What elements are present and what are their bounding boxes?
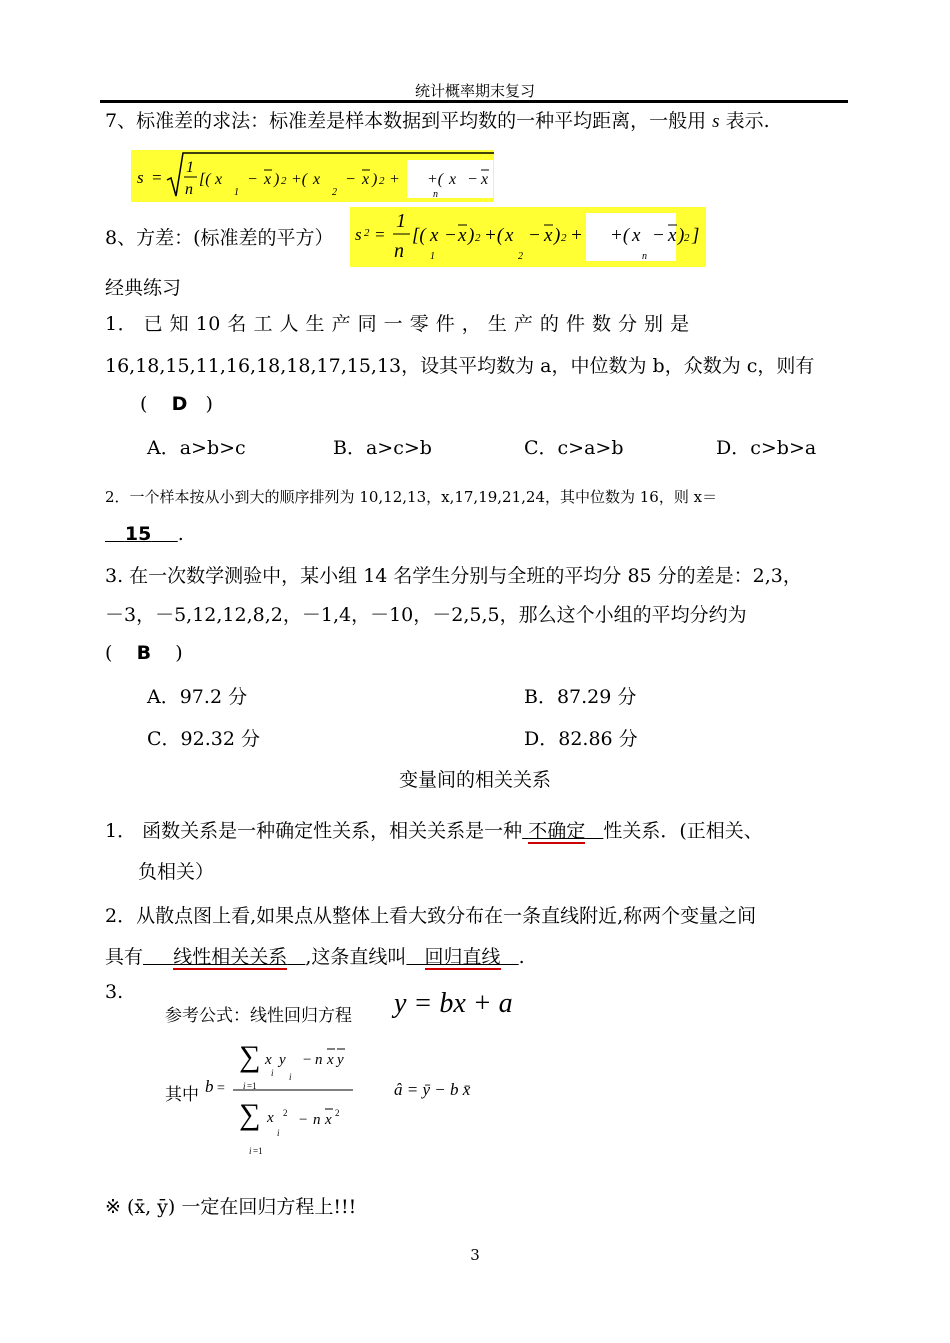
svg-text:x: x — [264, 171, 272, 188]
mean-point-note: ※ (x̄, ȳ) 一定在回归方程上!!! — [105, 1196, 357, 1218]
svg-text:=: = — [151, 168, 163, 187]
svg-text:): ) — [678, 225, 685, 246]
q1-option-c: C．c>a>b — [524, 437, 624, 459]
svg-text:−: − — [299, 1112, 308, 1128]
svg-text:x: x — [215, 171, 223, 188]
c1-line1: 1． 函数关系是一种确定性关系，相关关系是一种 不确定 性关系．(正相关、 — [105, 820, 763, 842]
svg-text:[(: [( — [412, 225, 426, 246]
svg-text:y: y — [279, 1052, 286, 1068]
svg-text:+(: +( — [484, 225, 504, 246]
svg-text:[(: [( — [199, 171, 211, 188]
svg-text:2: 2 — [684, 232, 690, 244]
svg-text:x: x — [267, 1110, 274, 1126]
regression-equation: y = bx + a — [394, 988, 513, 1019]
svg-text:2: 2 — [335, 1108, 340, 1118]
svg-text:−: − — [247, 171, 258, 188]
svg-text:−: − — [467, 171, 478, 188]
svg-text:x: x — [430, 225, 439, 246]
c2-line2: 具有 线性相关关系 ,这条直线叫 回归直线 . — [105, 946, 525, 968]
svg-text:n: n — [315, 1052, 323, 1068]
svg-text:x: x — [313, 171, 321, 188]
practice-title: 经典练习 — [105, 277, 182, 299]
svg-text:b: b — [205, 1077, 214, 1096]
header-rule — [100, 100, 848, 103]
svg-text:i: i — [271, 1068, 274, 1078]
svg-text:i: i — [289, 1072, 292, 1082]
svg-text:): ) — [274, 171, 280, 188]
svg-text:n: n — [642, 251, 647, 262]
a-formula: â = ȳ − b x̄ — [394, 1080, 471, 1099]
svg-text:−: − — [303, 1052, 312, 1068]
q3-option-c: C．92.32 分 — [147, 728, 260, 750]
page-number: 3 — [470, 1246, 480, 1264]
svg-text:n: n — [433, 189, 438, 200]
svg-text:2: 2 — [518, 251, 523, 262]
svg-text:x: x — [668, 225, 677, 246]
svg-text:): ) — [468, 225, 475, 246]
variance-formula — [350, 207, 706, 267]
svg-text:∑: ∑ — [239, 1098, 261, 1131]
svg-text:x: x — [481, 171, 489, 188]
svg-text:=1: =1 — [253, 1146, 263, 1156]
svg-text:+: + — [389, 171, 400, 188]
svg-text:2: 2 — [379, 175, 385, 187]
svg-text:1: 1 — [396, 210, 406, 232]
svg-text:1: 1 — [430, 251, 435, 262]
svg-text:∑: ∑ — [239, 1040, 261, 1073]
item-7: 7、标准差的求法：标准差是样本数据到平均数的一种平均距离，一般用 s 表示. — [105, 110, 770, 132]
svg-text:i: i — [243, 1081, 246, 1091]
std-formula-svg — [131, 150, 494, 202]
c3-where: 其中 — [165, 1085, 199, 1105]
svg-text:−: − — [528, 225, 541, 246]
svg-text:=: = — [217, 1081, 225, 1096]
c1-line2: 负相关） — [138, 861, 215, 883]
q1-line2: 16,18,15,11,16,18,18,17,15,13，设其平均数为 a，中位数为 b，众数为 c，则有 — [105, 355, 815, 377]
svg-text:n: n — [185, 181, 193, 198]
svg-text:+(: +( — [291, 171, 308, 188]
svg-text:): ) — [554, 225, 561, 246]
svg-text:x: x — [362, 171, 370, 188]
c3-number: 3. — [105, 981, 124, 1003]
svg-text:x: x — [505, 225, 514, 246]
svg-text:2: 2 — [561, 232, 567, 244]
q1-line1: 1． 已 知 10 名 工 人 生 产 同 一 零 件 ， 生 产 的 件 数 分 别 是 — [105, 313, 690, 335]
svg-text:+(: +( — [610, 225, 630, 246]
q1-option-b: B．a>c>b — [333, 437, 432, 459]
svg-text:−: − — [652, 225, 665, 246]
c3-reference: 参考公式：线性回归方程 — [165, 1006, 352, 1026]
q3-answer: ( B ) — [105, 642, 183, 664]
q3-line2: －3，－5,12,12,8,2，－1,4，－10，－2,5,5，那么这个小组的平均分约为 — [105, 604, 747, 626]
b-formula — [203, 1032, 373, 1162]
svg-text:y: y — [337, 1052, 344, 1068]
q2-answer: 15 . — [124, 523, 184, 545]
svg-text:x: x — [325, 1112, 332, 1128]
svg-text:x: x — [265, 1052, 272, 1068]
svg-text:2: 2 — [332, 187, 337, 198]
correlation-title: 变量间的相关关系 — [398, 769, 551, 791]
q3-option-d: D．82.86 分 — [524, 728, 638, 750]
svg-text:i: i — [249, 1146, 252, 1156]
svg-text:n: n — [394, 240, 404, 262]
variance-formula-svg — [350, 207, 706, 267]
svg-text:i: i — [277, 1128, 280, 1138]
svg-text:2: 2 — [475, 232, 481, 244]
svg-text:]: ] — [692, 225, 700, 246]
q1-answer: ( D ) — [140, 393, 213, 415]
svg-text:n: n — [313, 1112, 321, 1128]
svg-text:=1: =1 — [247, 1081, 257, 1091]
q3-line1: 3. 在一次数学测验中，某小组 14 名学生分别与全班的平均分 85 分的差是：2,3， — [105, 565, 802, 587]
c2-line1: 2．从散点图上看,如果点从整体上看大致分布在一条直线附近,称两个变量之间 — [105, 905, 757, 927]
svg-text:1: 1 — [234, 187, 239, 198]
q1-option-d: D．c>b>a — [716, 437, 817, 459]
svg-text:−: − — [444, 225, 457, 246]
q3-option-a: A．97.2 分 — [147, 686, 248, 708]
svg-text:x: x — [449, 171, 457, 188]
svg-text:x: x — [632, 225, 641, 246]
svg-text:x: x — [327, 1052, 334, 1068]
svg-text:2: 2 — [364, 227, 370, 239]
svg-text:x: x — [458, 225, 467, 246]
q2-line1: 2．一个样本按从小到大的顺序排列为 10,12,13，x,17,19,21,24，其中位数为 16，则 x＝ — [105, 488, 718, 506]
svg-text:2: 2 — [281, 175, 287, 187]
svg-text:+(: +( — [427, 171, 444, 188]
item-8: 8、方差：(标准差的平方） — [105, 227, 334, 249]
svg-text:s: s — [137, 168, 144, 187]
q1-option-a: A．a>b>c — [147, 437, 246, 459]
svg-text:s: s — [355, 225, 362, 244]
svg-text:=: = — [374, 225, 386, 244]
svg-text:−: − — [345, 171, 356, 188]
page-header: 统计概率期末复习 — [414, 82, 535, 100]
std-formula — [131, 150, 494, 202]
b-formula-svg — [203, 1032, 373, 1162]
q3-option-b: B．87.29 分 — [524, 686, 637, 708]
svg-text:1: 1 — [186, 159, 194, 176]
svg-text:2: 2 — [283, 1108, 288, 1118]
svg-text:): ) — [372, 171, 378, 188]
svg-text:x: x — [544, 225, 553, 246]
svg-text:+: + — [570, 225, 583, 246]
